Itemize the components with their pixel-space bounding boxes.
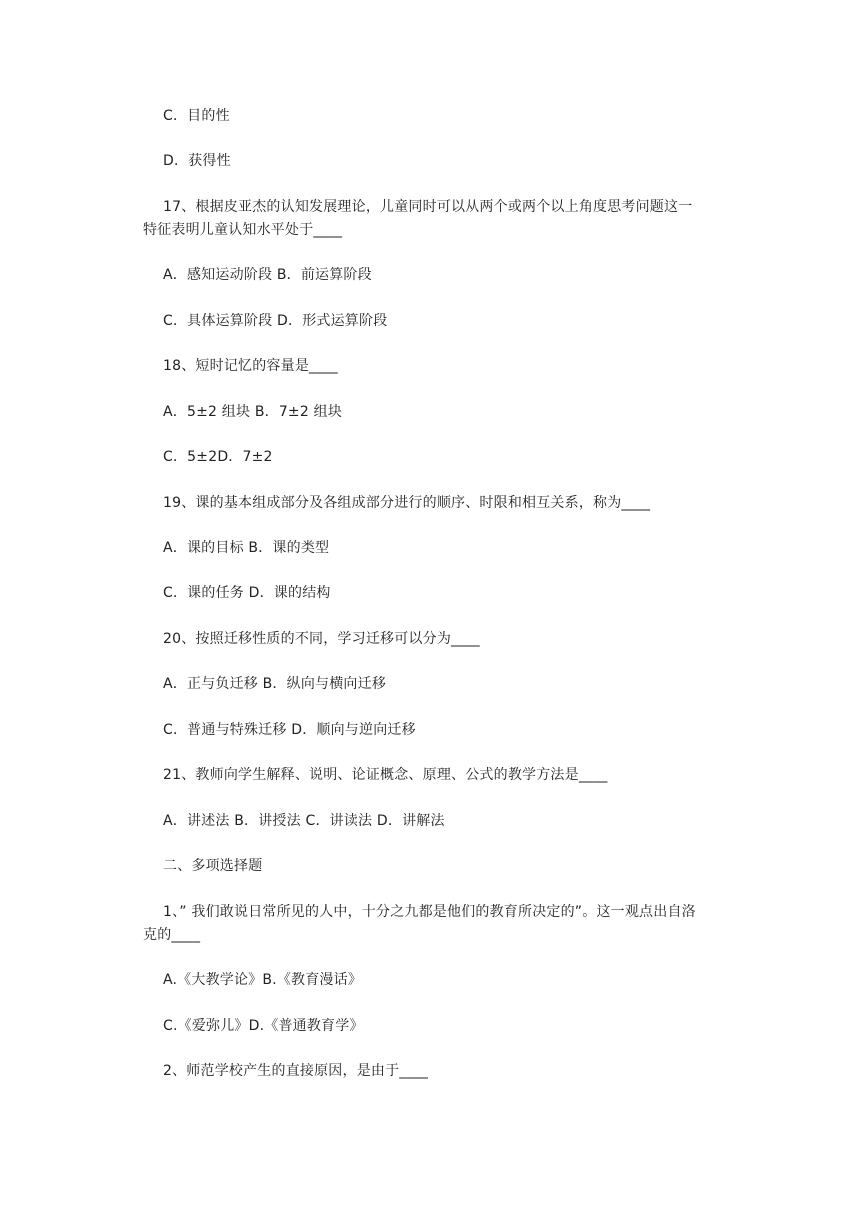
mc-question-1-options-ab: A.《大教学论》B.《教育漫话》 <box>163 972 363 988</box>
question-18-text: 18、短时记忆的容量是____ <box>163 358 338 374</box>
question-19-text: 19、课的基本组成部分及各组成部分进行的顺序、时限和相互关系，称为____ <box>163 495 651 511</box>
question-18-options-cd: C．5±2D．7±2 <box>163 449 273 465</box>
question-17-text-continued: 特征表明儿童认知水平处于____ <box>143 222 343 238</box>
question-17-options-cd: C．具体运算阶段 D．形式运算阶段 <box>163 313 388 329</box>
question-20-options-ab: A．正与负迁移 B．纵向与横向迁移 <box>163 676 387 692</box>
question-20-options-cd: C．普通与特殊迁移 D．顺向与逆向迁移 <box>163 722 416 738</box>
section-heading-multiple-choice: 二、多项选择题 <box>163 858 263 874</box>
question-17-options-ab: A．感知运动阶段 B．前运算阶段 <box>163 267 372 283</box>
mc-question-1-text: 1、” 我们敢说日常所见的人中，十分之九都是他们的教育所决定的”。这一观点出自洛 <box>163 904 696 920</box>
question-18-options-ab: A．5±2 组块 B．7±2 组块 <box>163 404 343 420</box>
question-21-text: 21、教师向学生解释、说明、论证概念、原理、公式的教学方法是____ <box>163 767 608 783</box>
mc-question-1-options-cd: C.《爱弥儿》D.《普通教育学》 <box>163 1018 364 1034</box>
mc-question-1-text-continued: 克的____ <box>143 927 201 943</box>
option-d-line: D．获得性 <box>163 153 231 169</box>
question-19-options-ab: A．课的目标 B．课的类型 <box>163 540 330 556</box>
question-19-options-cd: C．课的任务 D．课的结构 <box>163 585 331 601</box>
mc-question-2-text: 2、师范学校产生的直接原因，是由于____ <box>163 1063 429 1079</box>
question-20-text: 20、按照迁移性质的不同，学习迁移可以分为____ <box>163 631 480 647</box>
option-c-line: C．目的性 <box>163 108 230 124</box>
question-17-text: 17、根据皮亚杰的认知发展理论，儿童同时可以从两个或两个以上角度思考问题这一 <box>163 199 693 215</box>
question-21-options: A．讲述法 B．讲授法 C．讲读法 D．讲解法 <box>163 813 445 829</box>
